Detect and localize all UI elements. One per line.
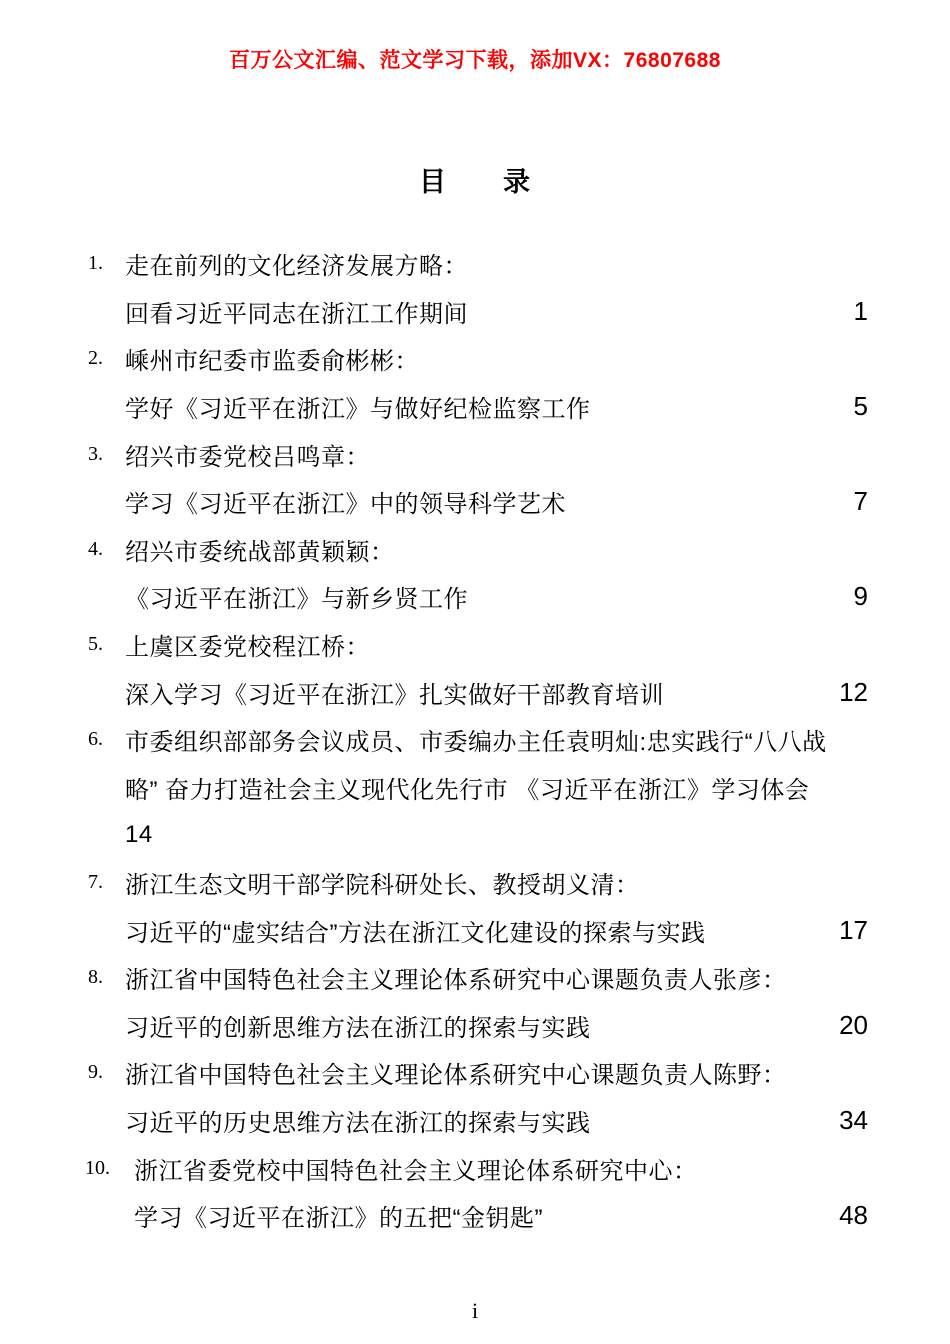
toc-entry-page-number: 5 <box>853 391 868 422</box>
toc-entry-text: 浙江省委党校中国特色社会主义理论体系研究中心： <box>134 1157 698 1185</box>
toc-entry-line <box>0 288 950 336</box>
toc-entry-line <box>0 526 950 574</box>
toc-entry-line <box>0 383 950 431</box>
toc-entry-number: 3. <box>88 442 103 465</box>
toc-entry-number: 7. <box>88 871 103 894</box>
toc-entry-page-number: 12 <box>839 676 868 707</box>
toc-entry-text: 浙江生态文明干部学院科研处长、教授胡义清： <box>125 872 640 900</box>
toc-entry-text: 绍兴市委统战部黄颖颖： <box>125 538 395 566</box>
toc-entry-line <box>0 906 950 954</box>
toc-entry-text: 深入学习《习近平在浙江》扎实做好干部教育培训 <box>125 681 664 709</box>
toc-entry-number: 5. <box>88 633 103 656</box>
toc-entry-line <box>0 621 950 669</box>
toc-entry-text: 绍兴市委党校吕鸣章： <box>125 443 370 471</box>
toc-entry-line <box>0 478 950 526</box>
toc-entry-number: 8. <box>88 966 103 989</box>
toc-entry-text: 学习《习近平在浙江》中的领导科学艺术 <box>125 491 566 519</box>
toc-entry-line <box>0 430 950 478</box>
toc-entry-text: 习近平的“虚实结合”方法在浙江文化建设的探索与实践 <box>125 919 706 947</box>
toc-entry-line <box>0 811 950 859</box>
toc-entry-line <box>0 1192 950 1240</box>
toc-entry-line <box>0 335 950 383</box>
watermark-ad-text: 百万公文汇编、范文学习下载，添加VX：76807688 <box>229 49 721 72</box>
toc-entry-text: 上虞区委党校程江桥： <box>125 634 370 662</box>
toc-entry-number: 2. <box>88 347 103 370</box>
toc-entry-text: 学习《习近平在浙江》的五把“金钥匙” <box>134 1205 543 1233</box>
toc-entry-text: 习近平的历史思维方法在浙江的探索与实践 <box>125 1109 591 1137</box>
page-number-footer: i <box>471 1298 479 1323</box>
toc-entry-text: 浙江省中国特色社会主义理论体系研究中心课题负责人张彦： <box>125 967 787 995</box>
toc-entry-text: 回看习近平同志在浙江工作期间 <box>125 300 468 328</box>
toc-entry-text: 习近平的创新思维方法在浙江的探索与实践 <box>125 1014 591 1042</box>
toc-entry-page-number: 17 <box>839 914 868 945</box>
toc-entry-text: 市委组织部部务会议成员、市委编办主任袁明灿:忠实践行“八八战 <box>125 729 827 757</box>
toc-entry-line <box>0 668 950 716</box>
toc-entry-line <box>0 1002 950 1050</box>
toc-entry-page-number: 48 <box>839 1200 868 1231</box>
toc-entry-line <box>0 240 950 288</box>
toc-entry-text: 略” 奋力打造社会主义现代化先行市 《习近平在浙江》学习体会 <box>125 776 810 804</box>
toc-entry-line <box>0 764 950 812</box>
toc-entry-number: 1. <box>88 252 103 275</box>
toc-entry-page-number: 7 <box>853 486 868 517</box>
toc-entry-line <box>0 1097 950 1145</box>
toc-entry-number: 6. <box>88 728 103 751</box>
toc-entry-text: 嵊州市纪委市监委俞彬彬： <box>125 348 419 376</box>
toc-entry-line <box>0 1144 950 1192</box>
toc-entry-number: 9. <box>88 1061 103 1084</box>
toc-entry-text: 浙江省中国特色社会主义理论体系研究中心课题负责人陈野： <box>125 1062 787 1090</box>
toc-entry-number: 4. <box>88 537 103 560</box>
toc-list <box>0 240 950 1239</box>
toc-entry-page-number: 34 <box>839 1104 868 1135</box>
toc-entry-line <box>0 1049 950 1097</box>
toc-entry-text: 走在前列的文化经济发展方略： <box>125 253 468 281</box>
toc-entry-line <box>0 954 950 1002</box>
toc-entry-line <box>0 859 950 907</box>
toc-entry-number: 10. <box>85 1156 110 1179</box>
toc-entry-page-number: 9 <box>853 581 868 612</box>
toc-title: 目 录 <box>419 167 531 197</box>
toc-entry-page-number: 1 <box>853 295 868 326</box>
toc-entry-text: 学好《习近平在浙江》与做好纪检监察工作 <box>125 396 591 424</box>
toc-entry-page-number: 20 <box>839 1009 868 1040</box>
toc-entry-text: 14 <box>125 820 153 848</box>
toc-entry-line <box>0 716 950 764</box>
toc-entry-text: 《习近平在浙江》与新乡贤工作 <box>125 586 468 614</box>
toc-entry-line <box>0 573 950 621</box>
